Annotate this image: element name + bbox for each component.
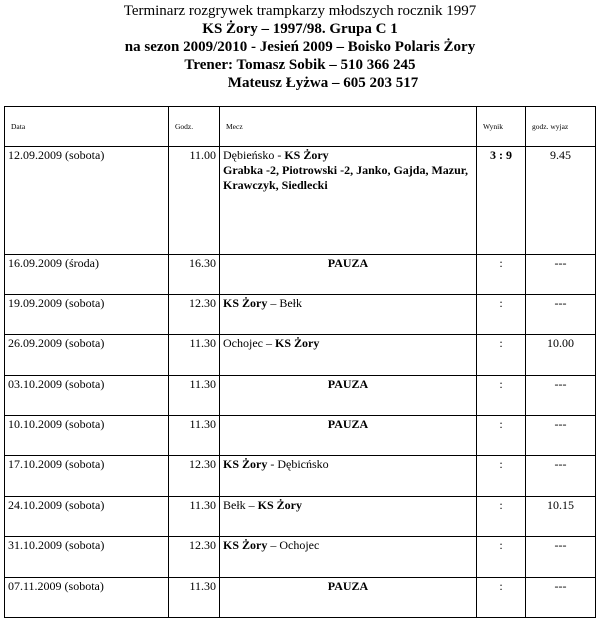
table-row: [5, 416, 596, 456]
match-date: 17.10.2009 (sobota): [5, 456, 169, 496]
team-name-bold: KS Żory: [257, 497, 303, 512]
team-name: – Bełk: [267, 296, 303, 311]
match-time: 12.30: [169, 295, 220, 335]
table-row: [5, 147, 596, 255]
match-date: 03.10.2009 (sobota): [5, 375, 169, 415]
coach-line: Trener: Tomasz Sobik – 510 366 245: [184, 57, 416, 73]
match-score: :: [477, 254, 526, 294]
match-cell: [220, 147, 477, 255]
assistant-coach-line: Mateusz Łyżwa – 605 203 517: [227, 75, 419, 91]
match-score: :: [477, 416, 526, 456]
departure-time: 9.45: [526, 147, 596, 255]
table-row: [5, 295, 596, 335]
match-date: 07.11.2009 (sobota): [5, 577, 169, 617]
departure-time: ---: [526, 295, 596, 335]
match-time: 12.30: [169, 456, 220, 496]
title-line: Terminarz rozgrywek trampkarzy młodszych rocznik 1997: [123, 3, 477, 19]
match-date: 31.10.2009 (sobota): [5, 537, 169, 577]
departure-time: ---: [526, 577, 596, 617]
team-name: - Dębicńsko: [267, 457, 329, 472]
match-score: :: [477, 375, 526, 415]
table-row: [5, 537, 596, 577]
departure-time: ---: [526, 375, 596, 415]
match-date: 16.09.2009 (środa): [5, 254, 169, 294]
match-time: 11.30: [169, 416, 220, 456]
table-row: [5, 496, 596, 536]
team-name-bold: KS Żory: [223, 296, 268, 311]
team-name-bold: KS Żory: [223, 538, 268, 553]
match-score: :: [477, 335, 526, 375]
team-name: Bełk –: [223, 497, 258, 512]
departure-time: ---: [526, 416, 596, 456]
header-date: Data: [5, 107, 169, 147]
team-name: Dębieńsko -: [223, 148, 285, 162]
match-cell: PAUZA: [220, 416, 477, 456]
match-cell: [220, 295, 477, 335]
departure-time: 10.00: [526, 335, 596, 375]
match-time: 11.30: [169, 375, 220, 415]
team-name: – Ochojec: [267, 538, 320, 553]
match-cell: PAUZA: [220, 375, 477, 415]
match-date: 26.09.2009 (sobota): [5, 335, 169, 375]
match-time: 12.30: [169, 537, 220, 577]
match-time: 16.30: [169, 254, 220, 294]
match-score: :: [477, 537, 526, 577]
goal-scorers: Grabka -2, Piotrowski -2, Janko, Gajda, Mazur, Krawczyk, Siedlecki: [223, 163, 469, 192]
match-cell: PAUZA: [220, 577, 477, 617]
table-row: [5, 456, 596, 496]
match-date: 12.09.2009 (sobota): [5, 147, 169, 255]
match-date: 10.10.2009 (sobota): [5, 416, 169, 456]
match-score: :: [477, 577, 526, 617]
table-row: [5, 335, 596, 375]
team-line: KS Żory – 1997/98. Grupa C 1: [202, 21, 398, 37]
match-cell: [220, 496, 477, 536]
team-name-bold: KS Żory: [284, 148, 329, 162]
departure-time: ---: [526, 537, 596, 577]
team-name-bold: KS Żory: [274, 336, 320, 351]
header-match: Mecz: [220, 107, 477, 147]
season-line: na sezon 2009/2010 - Jesień 2009 – Boisko Polaris Żory: [124, 39, 476, 55]
table-row: [5, 375, 596, 415]
match-score: :: [477, 456, 526, 496]
match-score: 3 : 9: [477, 147, 526, 255]
table-row: [5, 254, 596, 294]
document-header: [0, 2, 600, 92]
schedule-table: [4, 106, 596, 618]
match-date: 19.09.2009 (sobota): [5, 295, 169, 335]
match-time: 11.30: [169, 577, 220, 617]
header-time: Godz.: [169, 107, 220, 147]
departure-time: ---: [526, 254, 596, 294]
team-name: Ochojec –: [223, 336, 275, 351]
departure-time: ---: [526, 456, 596, 496]
match-cell: [220, 456, 477, 496]
table-header-row: [5, 107, 596, 147]
match-score: :: [477, 295, 526, 335]
match-time: 11.30: [169, 335, 220, 375]
match-cell: [220, 537, 477, 577]
team-name-bold: KS Żory: [223, 457, 268, 472]
match-time: 11.30: [169, 496, 220, 536]
match-score: :: [477, 496, 526, 536]
header-departure: godz. wyjaz: [526, 107, 596, 147]
match-cell: [220, 335, 477, 375]
header-score: Wynik: [477, 107, 526, 147]
match-date: 24.10.2009 (sobota): [5, 496, 169, 536]
match-cell: PAUZA: [220, 254, 477, 294]
table-row: [5, 577, 596, 617]
match-time: 11.00: [169, 147, 220, 255]
departure-time: 10.15: [526, 496, 596, 536]
